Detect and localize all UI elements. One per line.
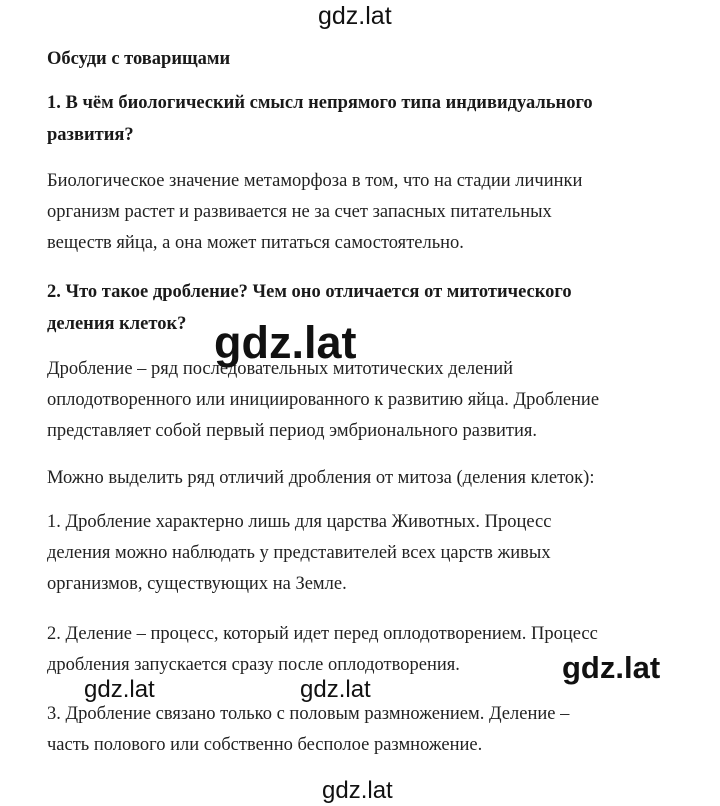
watermark-middle: gdz.lat <box>300 676 371 703</box>
watermark-bottom: gdz.lat <box>322 777 393 804</box>
watermark-left: gdz.lat <box>84 676 155 703</box>
watermark-right: gdz.lat <box>562 650 661 685</box>
difference-2: 2. Деление – процесс, который идет перед оплодотворением. Процесс дробления запускается сразу после оплодотворения. <box>47 624 598 675</box>
section-heading: Обсуди с товарищами <box>47 49 231 69</box>
difference-3: 3. Дробление связано только с половым размножением. Деление – часть полового или собственно бесполое размножение. <box>47 704 570 755</box>
question-2: 2. Что такое дробление? Чем оно отличается от митотического деления клеток? <box>47 282 572 334</box>
answer-1: Биологическое значение метаморфоза в том, что на стадии личинки организм растет и развивается не за счет запасных питательных веществ яйца, а она может питаться самостоятельно. <box>47 171 583 253</box>
question-1: 1. В чём биологический смысл непрямого типа индивидуального развития? <box>47 93 593 145</box>
watermark-center: gdz.lat <box>214 317 357 368</box>
difference-1: 1. Дробление характерно лишь для царства Животных. Процесс деления можно наблюдать у представителей всех царств живых организмов, существующих на Земле. <box>47 512 552 594</box>
answer-2-intro: Можно выделить ряд отличий дробления от митоза (деления клеток): <box>47 468 595 488</box>
watermark-top: gdz.lat <box>318 2 392 30</box>
answer-2: Дробление – ряд последовательных митотических делений оплодотворенного или инициированного к развитию яйца. Дробление представляет собой первый период эмбрионального развития. <box>47 359 600 441</box>
